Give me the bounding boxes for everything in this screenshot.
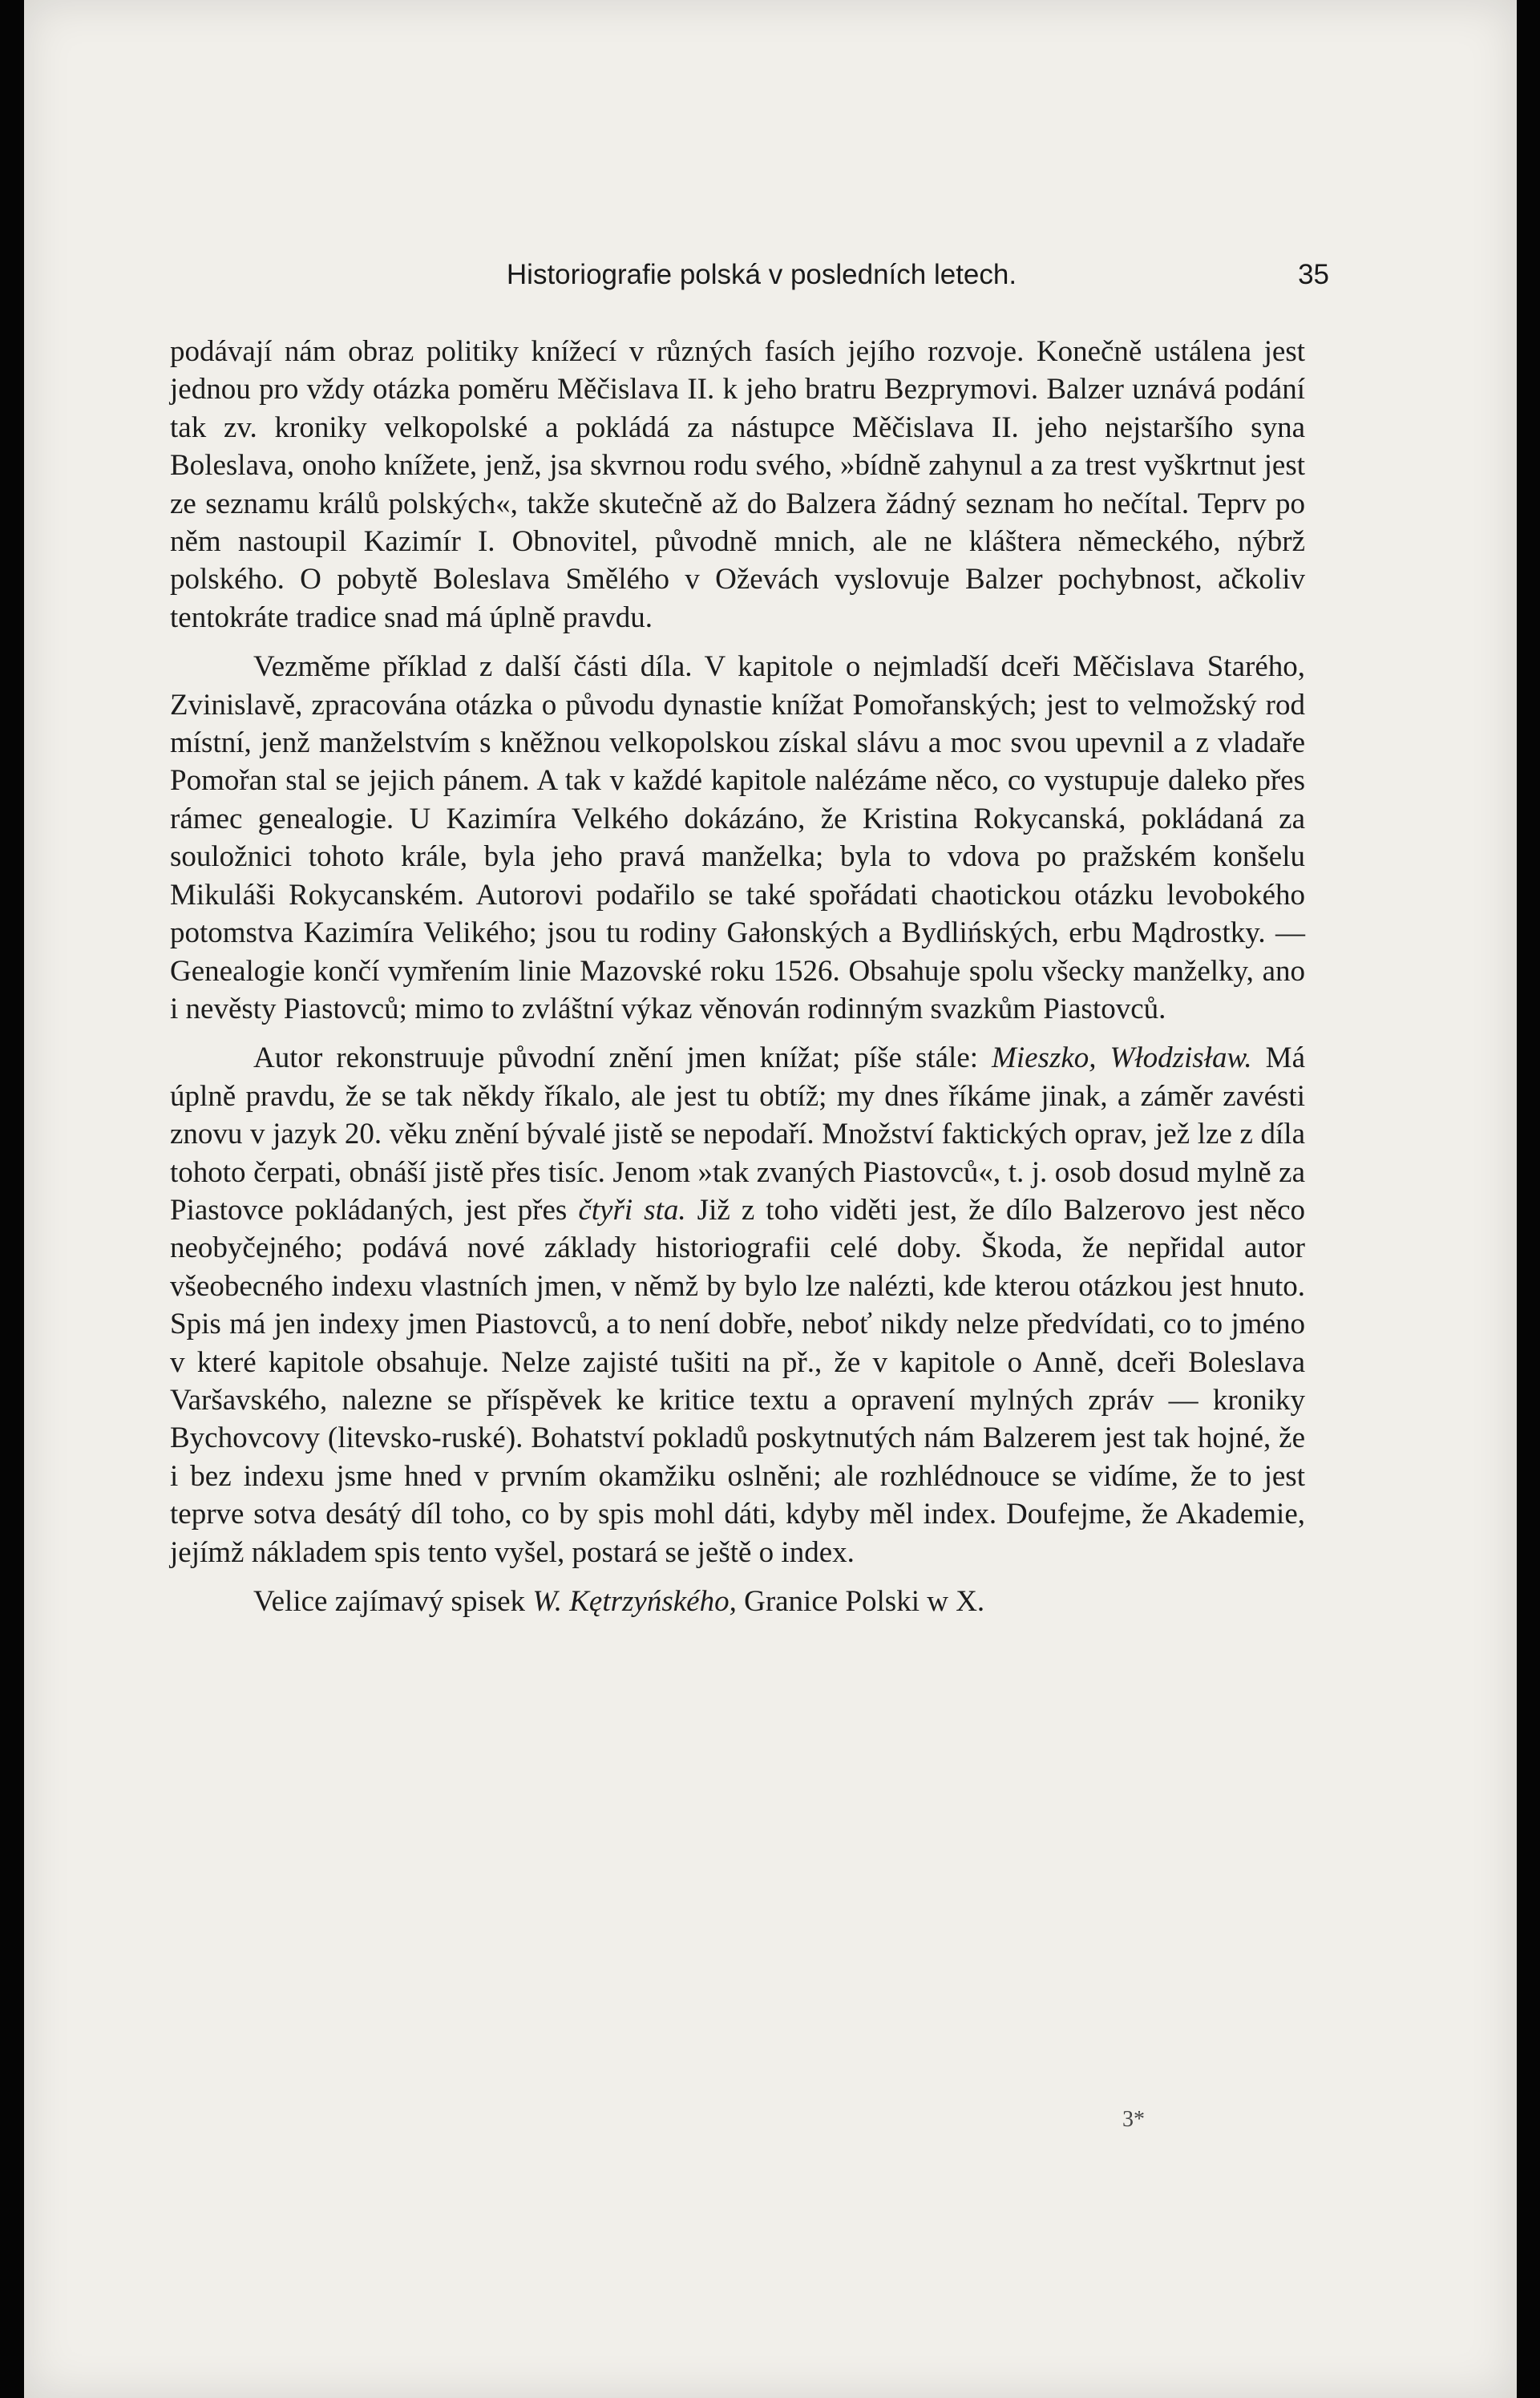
paragraph-4-italic-author: W. Kętrzyńského, — [532, 1585, 737, 1618]
running-title: Historiografie polská v posledních letech. — [506, 259, 1017, 290]
running-head — [194, 255, 1329, 295]
paragraph-2: Vezměme příklad z další části díla. V kapitole o nejmladší dceři Měčislava Starého, Zvinislavě, zpracována otázka o původu dynastie knížat Pomořanských; jest to velmožský rod místní, jenž manželstvím s kněžnou velkopolskou získal slávu a moc svou upevnil a z vladaře Pomořan stal se jejich pánem. A tak v každé kapitole nalézáme něco, co vystupuje daleko přes rámec genealogie. U Kazimíra Velkého dokázáno, že Kristina Rokycanská, pokládaná za souložnici tohoto krále, byla jeho pravá manželka; byla to vdova po pražském konšelu Mikuláši Rokycanském. Autorovi podařilo se také spořádati chaotickou otázku levobokého potomstva Kazimíra Velikého; jsou tu rodiny Gałonských a Bydlińských, erbu Mądrostky. — Genealogie končí vymřením linie Mazovské roku 1526. Obsahuje spolu všecky manželky, ano i nevěsty Piastovců; mimo to zvláštní výkaz věnován rodinným svazkům Piastovců. — [170, 650, 1305, 1025]
paragraph-4-intro: Velice zajímavý spisek — [253, 1585, 533, 1618]
body-text — [170, 333, 1305, 1632]
paragraph-3-italic-count: čtyři sta. — [578, 1193, 686, 1227]
paragraph-4-rest: Granice Polski w X. — [736, 1585, 985, 1618]
paragraph-4 — [170, 1583, 1305, 1620]
paragraph-3-middle: Má úplně pravdu, že se tak někdy říkalo, ale jest tu obtíž; my dnes říkáme jinak, a záměr zavésti znovu v jazyk 20. věku znění bývalé jistě se nepodaří. Množství faktických oprav, jež lze z díla tohoto čerpati, obnáší jistě přes tisíc. Jenom »tak zvaných Piastovců«, t. j. osob dosud mylně za Piastovce pokládaných, jest přes — [170, 1041, 1305, 1227]
paragraph-3-intro: Autor rekonstruuje původní znění jmen knížat; píše stále: — [253, 1041, 992, 1075]
paragraph-3-italic-names: Mieszko, Włodzisław. — [992, 1041, 1252, 1075]
paragraph-3-rest: Již z toho viděti jest, že dílo Balzerovo jest něco neobyčejného; podává nové základy historiografii celé doby. Škoda, že nepřidal autor všeobecného indexu vlastních jmen, v němž by bylo lze nalézti, kde kterou otázkou jest hnuto. Spis má jen indexy jmen Piastovců, a to není dobře, neboť nikdy nelze předvídati, co to jméno v které kapitole obsahuje. Nelze zajisté tušiti na př., že v kapitole o Anně, dceři Boleslava Varšavského, nalezne se příspěvek ke kritice textu a opravení mylných zpráv — kroniky Bychovcovy (litevsko-ruské). Bohatství pokladů poskytnutých nám Balzerem jest tak hojné, že i bez indexu jsme hned v prvním okamžiku oslněni; ale rozhlédnouce se vidíme, že to jest teprve sotva desátý díl toho, co by spis mohl dáti, kdyby měl index. Doufejme, že Akademie, jejímž nákladem spis tento vyšel, postará se ještě o index. — [170, 1193, 1306, 1569]
page-number: 35 — [1298, 259, 1329, 290]
paragraph-1: podávají nám obraz politiky knížecí v různých fasích jejího rozvoje. Konečně ustálena jest jednou pro vždy otázka poměru Měčislava II. k jeho bratru Bezprymovi. Balzer uznává podání tak zv. kroniky velkopolské a pokládá za nástupce Měčislava II. jeho nejstaršího syna Boleslava, onoho knížete, jenž, jsa skvrnou rodu svého, »bídně zahynul a za trest vyškrtnut jest ze seznamu králů polských«, takže skutečně až do Balzera žádný seznam ho nečítal. Teprv po něm nastoupil Kazimír I. Obnovitel, původně mnich, ale ne kláštera německého, nýbrž polského. O pobytě Boleslava Smělého v Oževách vyslovuje Balzer pochybnost, ačkoliv tentokráte tradice snad má úplně pravdu. — [170, 335, 1305, 634]
paragraph-3 — [170, 1039, 1305, 1571]
signature-mark: 3* — [1122, 2107, 1145, 2132]
